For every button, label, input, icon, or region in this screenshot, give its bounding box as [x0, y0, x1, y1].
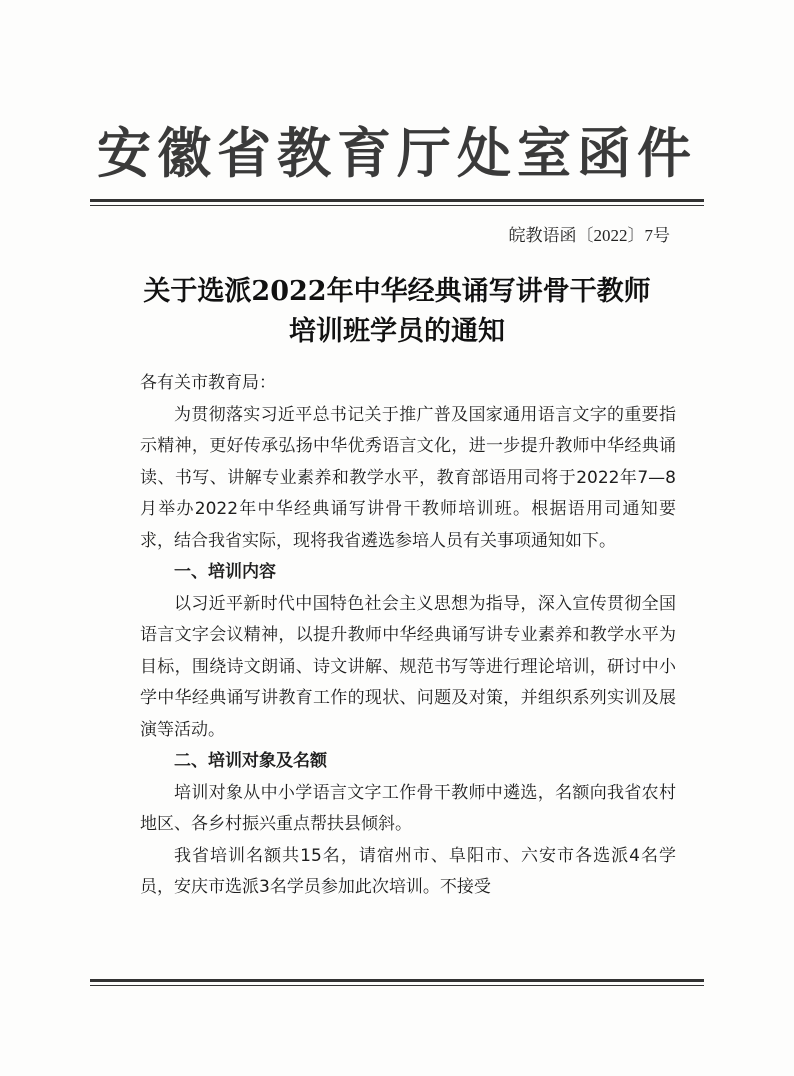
letterhead-masthead: 安徽省教育厅处室函件	[97, 121, 697, 185]
intro-paragraph: 为贯彻落实习近平总书记关于推广普及国家通用语言文字的重要指示精神，更好传承弘扬中华优秀语言文化，进一步提升教师中华经典诵读、书写、讲解专业素养和教学水平，教育部语用司将于2022年7—8月举办2022年中华经典诵写讲骨干教师培训班。根据语用司通知要求，结合我省实际，现将我省遴选参培人员有关事项通知如下。	[140, 404, 676, 551]
document-number: 皖教语函〔2022〕7号	[508, 226, 670, 245]
footer-rule-thin	[90, 985, 704, 986]
header-rule-thin	[90, 205, 704, 206]
section-2-paragraph-2: 我省培训名额共15名，请宿州市、阜阳市、六安市各选派4名学员，安庆市选派3名学员参加此次培训。不接受	[140, 845, 676, 897]
document-body	[140, 368, 676, 904]
title-line-1: 关于选派2022年中华经典诵写讲骨干教师	[143, 276, 651, 307]
document-title	[90, 272, 704, 352]
section-2-heading: 二、培训对象及名额	[174, 751, 327, 771]
footer-rule-thick	[90, 979, 704, 982]
title-line-2: 培训班学员的通知	[289, 316, 505, 347]
salutation: 各有关市教育局：	[140, 373, 276, 393]
section-1-paragraph: 以习近平新时代中国特色社会主义思想为指导，深入宣传贯彻全国语言文字会议精神，以提升教师中华经典诵写讲专业素养和教学水平为目标，围绕诗文朗诵、诗文讲解、规范书写等进行理论培训，研讨中小学中华经典诵写讲教育工作的现状、问题及对策，并组织系列实训及展演等活动。	[140, 593, 676, 740]
section-2-paragraph-1: 培训对象从中小学语言文字工作骨干教师中遴选，名额向我省农村地区、各乡村振兴重点帮扶县倾斜。	[140, 782, 676, 834]
section-1-heading: 一、培训内容	[174, 562, 276, 582]
header-rule-thick	[90, 199, 704, 202]
